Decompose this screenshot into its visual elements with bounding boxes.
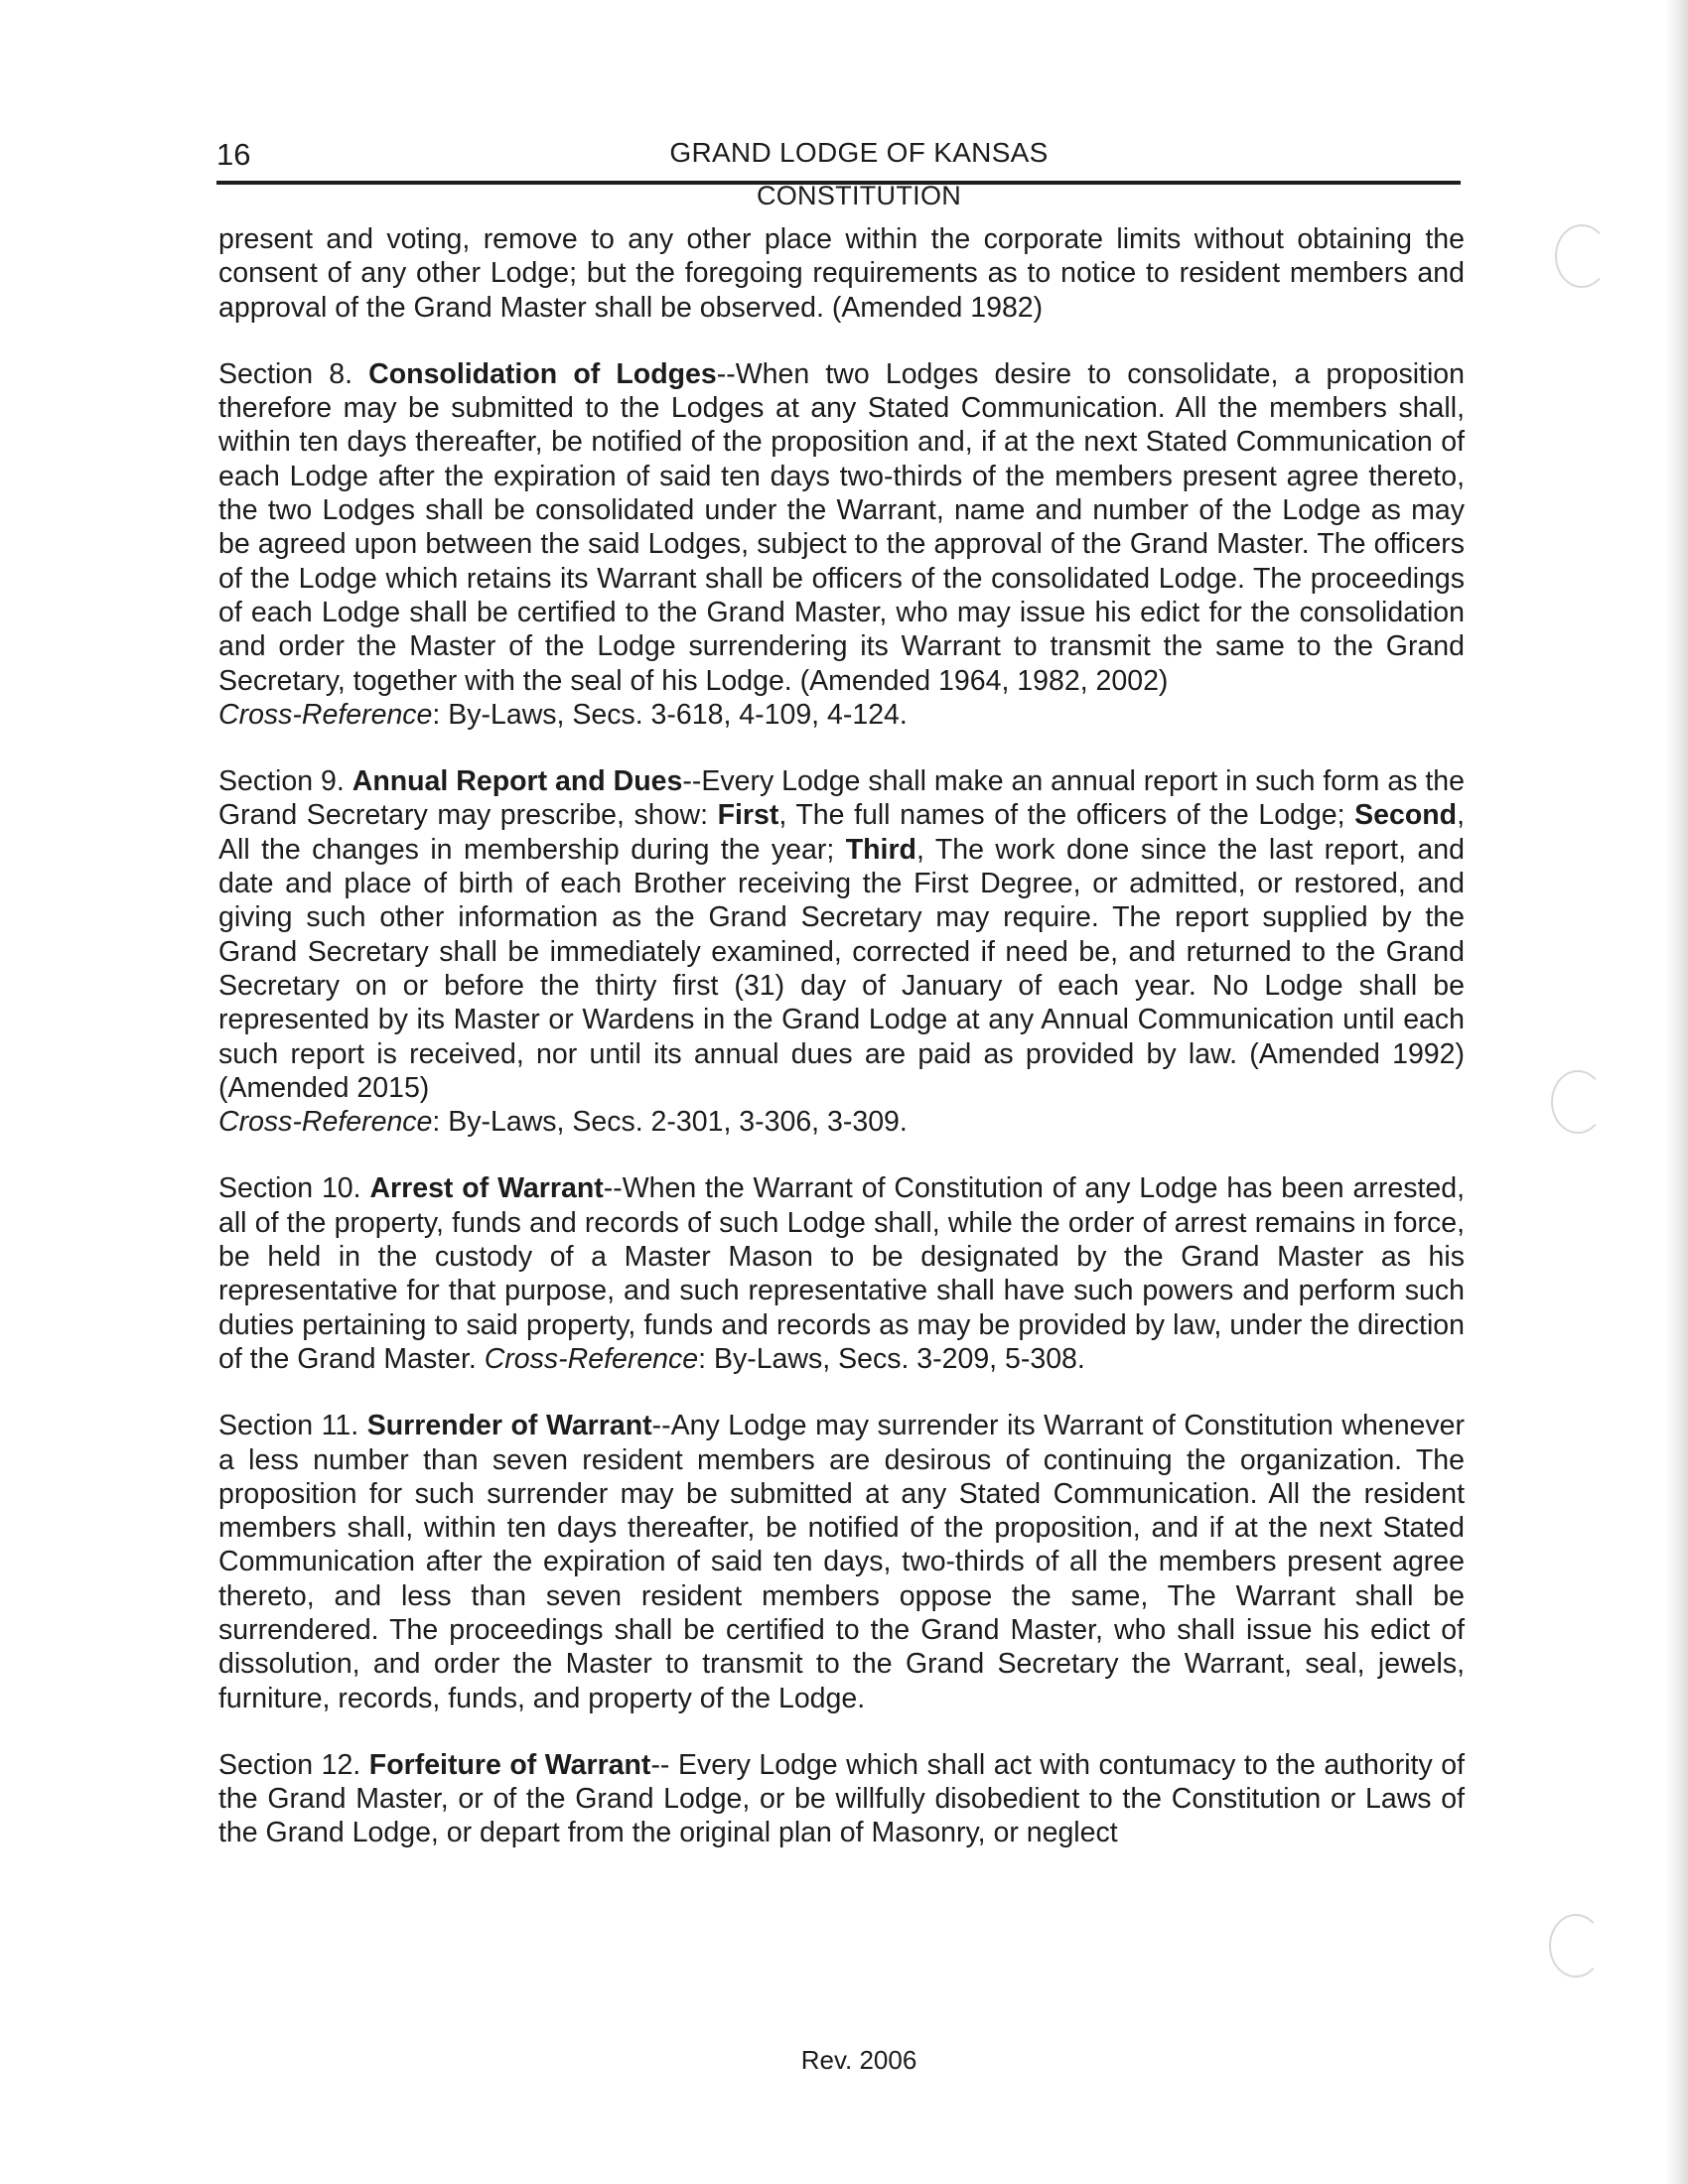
cross-reference-label: Cross-Reference bbox=[218, 698, 433, 731]
page-header-title: GRAND LODGE OF KANSAS bbox=[669, 137, 1049, 168]
section-8-cross-reference bbox=[218, 698, 1465, 732]
section-9-label: Section 9. bbox=[218, 765, 345, 798]
section-10-heading: Arrest of Warrant bbox=[369, 1172, 604, 1205]
section-11 bbox=[218, 1409, 1465, 1715]
section-12-label: Section 12. bbox=[218, 1748, 361, 1781]
cross-reference-text: : By-Laws, Secs. 2-301, 3-306, 3-309. bbox=[432, 1106, 908, 1139]
section-9-first: First bbox=[717, 799, 779, 832]
cross-reference-text: : By-Laws, Secs. 3-618, 4-109, 4-124. bbox=[432, 698, 908, 731]
section-8-text: --When two Lodges desire to consolidate, a proposition therefore may be submitted to the Lodges at any Stated Communication. All the members shall, within ten days thereafter, be notified of the proposition and, if at the next Stated Communication of each Lodge after the expiration of said ten days two-thirds of the members present agree thereto, the two Lodges shall be consolidated under the Warrant, name and number of the Lodge as may be agreed upon between the said Lodges, subject to the approval of the Grand Master. The officers of the Lodge which retains its Warrant shall be officers of the consolidated Lodge. The proceedings of each Lodge shall be certified to the Grand Master, who may issue his edict for the consolidation and order the Master of the Lodge surrendering its Warrant to transmit the same to the Grand Secretary, together with the seal of his Lodge. (Amended 1964, 1982, 2002) bbox=[218, 357, 1465, 697]
section-10-text: --When the Warrant of Constitution of any Lodge has been arrested, all of the property, funds and records of such Lodge shall, while the order of arrest remains in force, be held in the custody of a Master Mason to be designated by the Grand Master as his representative for that purpose, and such representative shall have such powers and perform such duties pertaining to said property, funds and records as may be provided by law, under the direction of the Grand Master. bbox=[218, 1172, 1465, 1375]
page-footer-revision: Rev. 2006 bbox=[800, 2045, 917, 2075]
section-8-heading: Consolidation of Lodges bbox=[368, 357, 717, 390]
section-9-second: Second bbox=[1354, 799, 1458, 832]
continuation-paragraph bbox=[218, 222, 1465, 325]
section-9-cross-reference bbox=[218, 1105, 1465, 1139]
scan-page-edge bbox=[1666, 0, 1688, 2184]
section-12 bbox=[218, 1748, 1465, 1850]
cross-reference-label: Cross-Reference bbox=[484, 1342, 699, 1375]
cross-reference-text: : By-Laws, Secs. 3-209, 5-308. bbox=[698, 1342, 1085, 1375]
section-9-text-b: , The full names of the officers of the Lodge; bbox=[778, 799, 1355, 832]
section-11-heading: Surrender of Warrant bbox=[366, 1410, 652, 1442]
section-9-third: Third bbox=[845, 833, 916, 866]
document-body bbox=[218, 222, 1465, 1850]
section-12-text: -- Every Lodge which shall act with contumacy to the authority of the Grand Master, or of the Grand Lodge, or be willfully disobedient to the Constitution or Laws of the Grand Lodge, or depart from the original plan of Masonry, or neglect bbox=[218, 1748, 1466, 1849]
continuation-text: present and voting, remove to any other place within the corporate limits without obtaining the consent of any other Lodge; but the foregoing requirements as to notice to resident members and approval of the Grand Master shall be observed. (Amended 1982) bbox=[218, 223, 1465, 324]
section-9-text-c: , All the changes in membership during the year; bbox=[218, 799, 1465, 866]
cross-reference-label: Cross-Reference bbox=[218, 1106, 433, 1139]
section-8-label: Section 8. bbox=[218, 357, 352, 390]
section-9-text-a: --Every Lodge shall make an annual report in such form as the Grand Secretary may prescribe, show: bbox=[218, 765, 1466, 832]
section-10-label: Section 10. bbox=[218, 1172, 361, 1205]
page-header-subtitle: CONSTITUTION bbox=[756, 181, 962, 210]
section-12-heading: Forfeiture of Warrant bbox=[368, 1748, 651, 1781]
section-11-text: --Any Lodge may surrender its Warrant of Constitution whenever a less number than seven resident members are desirous of continuing the organization. The proposition for such surrender may be submitted at any Stated Communication. All the resident members shall, within ten days thereafter, be notified of the proposition, and if at the next Stated Communication after the expiration of said ten days, two-thirds of all the members present agree thereto, and less than seven resident members oppose the same, The Warrant shall be surrendered. The proceedings shall be certified to the Grand Master, who shall issue his edict of dissolution, and order the Master to transmit to the Grand Secretary the Warrant, seal, jewels, furniture, records, funds, and property of the Lodge. bbox=[218, 1410, 1465, 1714]
section-10 bbox=[218, 1171, 1465, 1376]
section-9-text-d: , The work done since the last report, and date and place of birth of each Brother receiving the First Degree, or admitted, or restored, and giving such other information as the Grand Secretary may require. The report supplied by the Grand Secretary shall be immediately examined, corrected if need be, and returned to the Grand Secretary on or before the thirty first (31) day of January of each year. No Lodge shall be represented by its Master or Wardens in the Grand Lodge at any Annual Communication until each such report is received, nor until its annual dues are paid as provided by law. (Amended 1992) (Amended 2015) bbox=[218, 833, 1465, 1104]
page-number: 16 bbox=[216, 137, 251, 172]
section-9 bbox=[218, 764, 1465, 1139]
binder-hole-middle bbox=[1551, 1070, 1605, 1134]
section-9-heading: Annual Report and Dues bbox=[352, 765, 683, 798]
binder-hole-bottom bbox=[1549, 1914, 1603, 1978]
section-11-label: Section 11. bbox=[218, 1410, 359, 1442]
binder-hole-top bbox=[1555, 224, 1609, 288]
section-8 bbox=[218, 357, 1465, 732]
